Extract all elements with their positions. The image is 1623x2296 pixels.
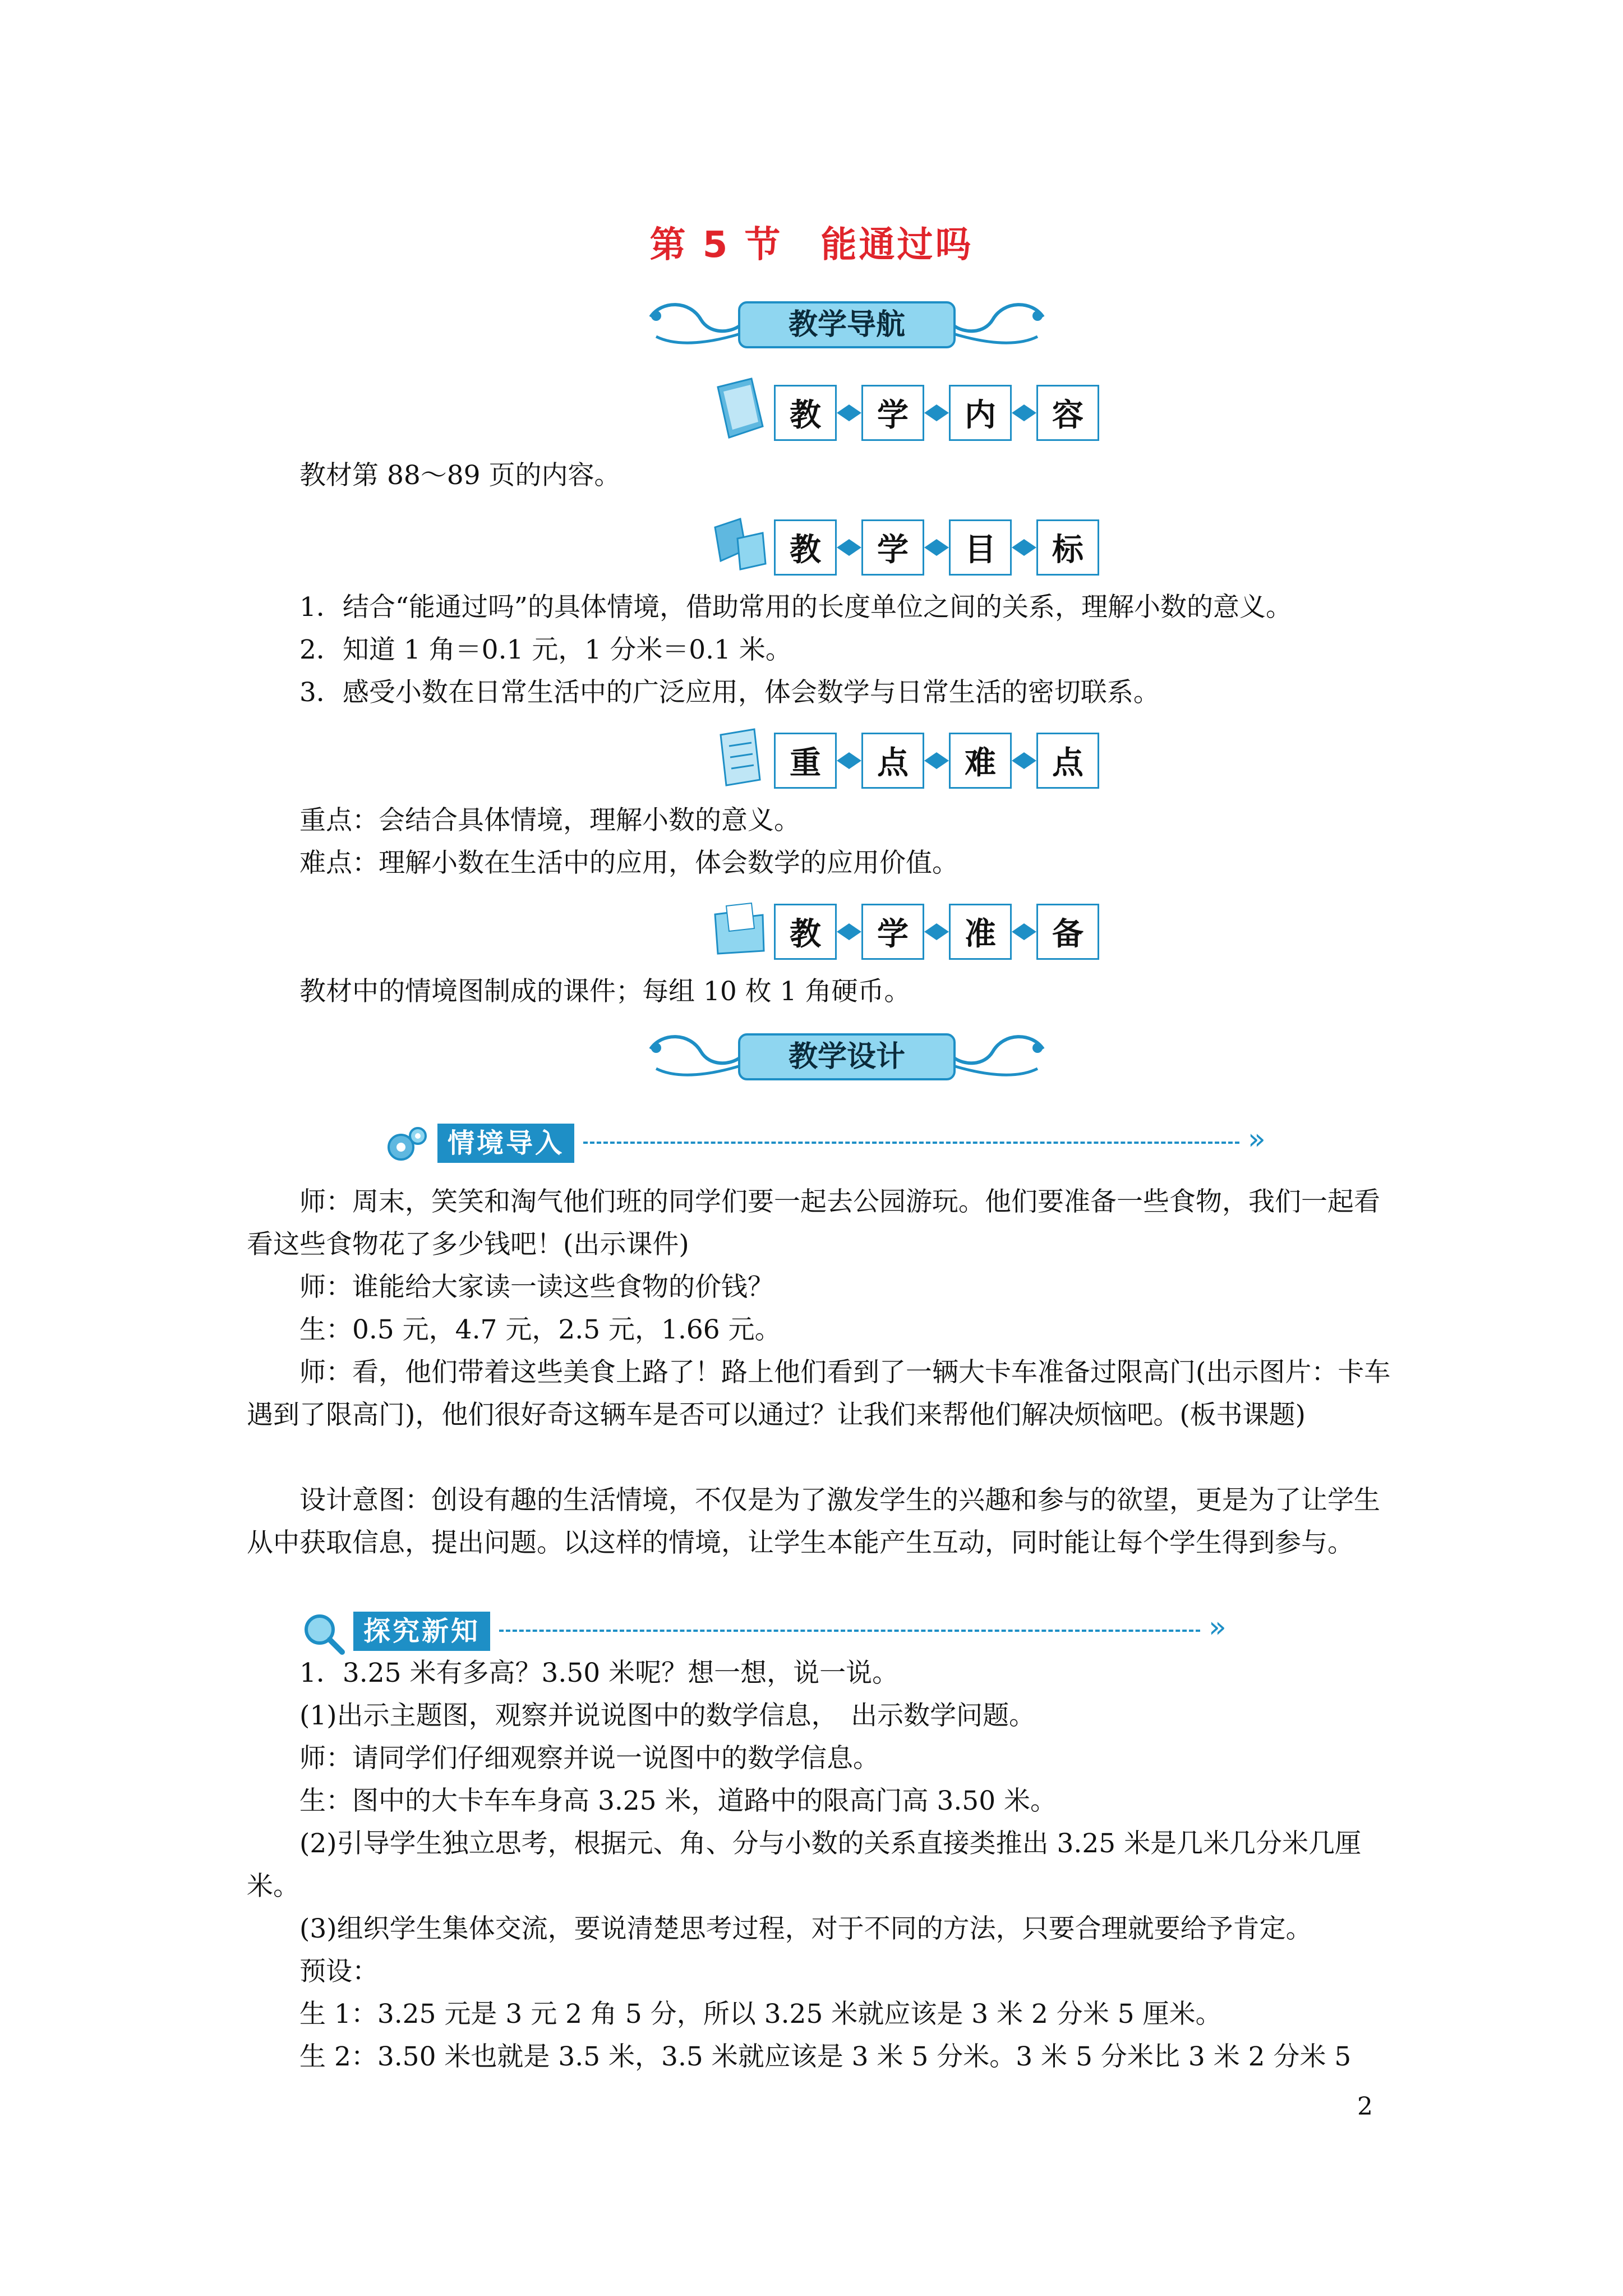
explore-paragraph: 生：图中的大卡车车身高 3.25 米，道路中的限高门高 3.50 米。 (299, 1786, 1057, 1816)
content-text: 教材第 88～89 页的内容。 (299, 460, 621, 491)
subheader-intro (381, 1119, 1290, 1170)
dashed-line (583, 1142, 1239, 1144)
header-char: 准 (949, 904, 1012, 960)
notebook-icon (712, 724, 768, 791)
header-char: 难 (949, 733, 1012, 789)
explore-paragraph: (2)引导学生独立思考，根据元、角、分与小数的关系直接类推出 3.25 米是几米几分米几厘米。 (247, 1828, 1362, 1902)
header-char: 学 (861, 519, 924, 576)
ribbon-teaching-design (639, 1027, 1054, 1088)
dashed-line (499, 1630, 1200, 1632)
header-char: 教 (774, 904, 837, 960)
header-char: 学 (861, 904, 924, 960)
header-char: 容 (1036, 385, 1099, 441)
intro-paragraph: 师：谁能给大家读一读这些食物的价钱？ (299, 1272, 774, 1303)
header-char: 学 (861, 385, 924, 441)
subheader-label: 探究新知 (353, 1612, 490, 1651)
explore-paragraph: 生 2：3.50 米也就是 3.5 米，3.5 米就应该是 3 米 5 分米。3 米 5 分米比 3 米 2 分米 5 (299, 2041, 1352, 2072)
header-char: 备 (1036, 904, 1099, 960)
header-char: 目 (949, 519, 1012, 576)
explore-paragraph: 预设： (299, 1956, 379, 1987)
header-char: 标 (1036, 519, 1099, 576)
explore-paragraph: 生 1：3.25 元是 3 元 2 角 5 分，所以 3.25 米就应该是 3 米 2 分米 5 厘米。 (299, 1999, 1222, 2030)
explore-paragraph: 师：请同学们仔细观察并说一说图中的数学信息。 (299, 1743, 879, 1774)
goal-item: 3．感受小数在日常生活中的广泛应用，体会数学与日常生活的密切联系。 (299, 677, 1160, 708)
page-title: 第 5 节 能通过吗 (649, 224, 974, 266)
books-icon (712, 510, 768, 578)
book-icon (712, 376, 768, 443)
gears-icon (381, 1119, 432, 1170)
header-char: 教 (774, 385, 837, 441)
explore-paragraph: 1．3.25 米有多高？3.50 米呢？想一想，说一说。 (299, 1658, 899, 1688)
subheader-explore (297, 1607, 1251, 1658)
magnifier-icon (297, 1607, 348, 1658)
page-number: 2 (1357, 2092, 1373, 2121)
ribbon-label: 教学导航 (788, 308, 905, 342)
double-arrow-icon: » (1209, 1611, 1227, 1644)
preparation-text: 教材中的情境图制成的课件；每组 10 枚 1 角硬币。 (299, 976, 911, 1007)
section-header-content (712, 376, 1083, 449)
header-char: 内 (949, 385, 1012, 441)
section-header-preparation (712, 895, 1083, 968)
key-point-item: 重点：会结合具体情境，理解小数的意义。 (299, 805, 800, 836)
intro-paragraph: 师：周末，笑笑和淘气他们班的同学们要一起去公园游玩。他们要准备一些食物，我们一起看看这些食物花了多少钱吧！(出示课件) (247, 1186, 1380, 1260)
intro-paragraph: 设计意图：创设有趣的生活情境，不仅是为了激发学生的兴趣和参与的欲望，更是为了让学生从中获取信息，提出问题。以这样的情境，让学生本能产生互动，同时能让每个学生得到参与。 (247, 1485, 1380, 1558)
key-point-item: 难点：理解小数在生活中的应用，体会数学的应用价值。 (299, 848, 958, 878)
intro-paragraph: 生：0.5 元，4.7 元，2.5 元，1.66 元。 (299, 1314, 781, 1345)
header-char: 点 (861, 733, 924, 789)
double-arrow-icon: » (1248, 1122, 1266, 1156)
goal-item: 1．结合“能通过吗”的具体情境，借助常用的长度单位之间的关系，理解小数的意义。 (299, 592, 1292, 623)
explore-paragraph: (1)出示主题图，观察并说说图中的数学信息， 出示数学问题。 (299, 1700, 1036, 1731)
folder-icon (712, 895, 768, 962)
section-header-goals (712, 510, 1083, 583)
header-char: 点 (1036, 733, 1099, 789)
goal-item: 2．知道 1 角＝0.1 元，1 分米＝0.1 米。 (299, 634, 792, 665)
header-char: 重 (774, 733, 837, 789)
subheader-label: 情境导入 (437, 1124, 574, 1163)
header-char: 教 (774, 519, 837, 576)
ribbon-teaching-navigation (639, 295, 1054, 356)
section-header-key-points (712, 724, 1083, 797)
ribbon-label: 教学设计 (788, 1040, 905, 1074)
explore-paragraph: (3)组织学生集体交流，要说清楚思考过程，对于不同的方法，只要合理就要给予肯定。 (299, 1913, 1312, 1944)
intro-paragraph: 师：看，他们带着这些美食上路了！路上他们看到了一辆大卡车准备过限高门(出示图片：卡车遇到了限高门)，他们很好奇这辆车是否可以通过？让我们来帮他们解决烦恼吧。(板书课题) (247, 1357, 1391, 1430)
